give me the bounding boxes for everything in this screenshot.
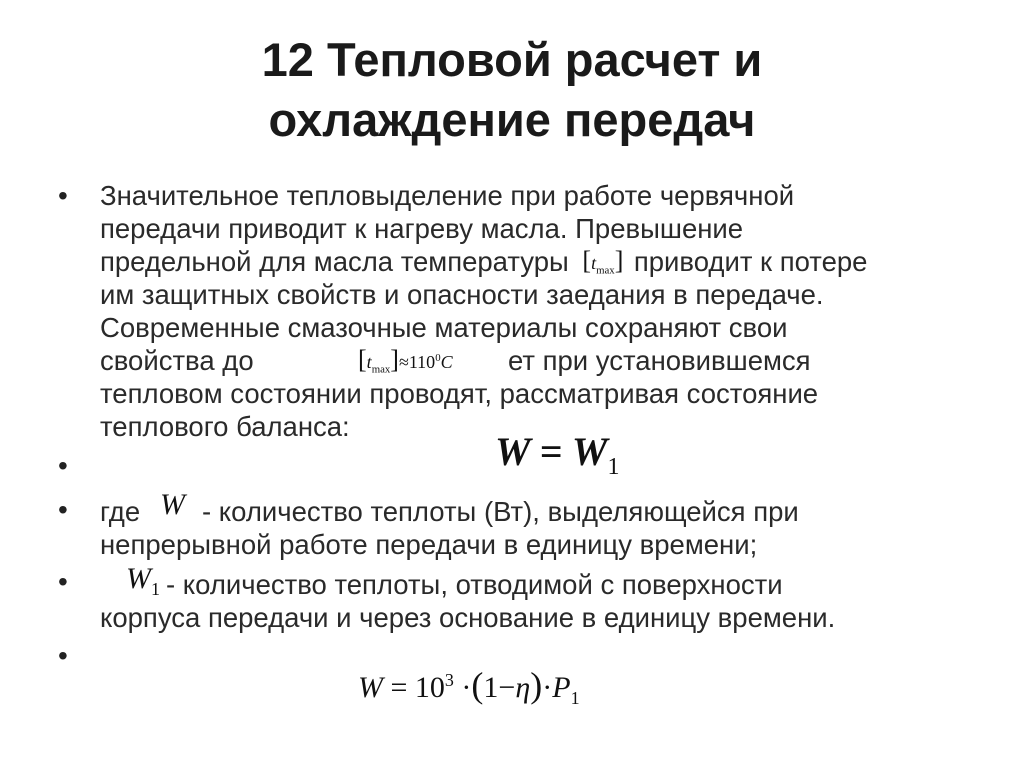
- bullet-2: •: [58, 450, 68, 481]
- para1-line6-text-a: свойства до: [100, 345, 254, 376]
- w1-symbol: $W_1$: [126, 562, 160, 599]
- heat-balance-equation: $W = W_1$: [495, 429, 620, 480]
- para1-line3-text-a: предельной для масла температуры: [100, 246, 569, 277]
- para1-line1: Значительное тепловыделение при работе червячной: [100, 180, 795, 211]
- para1-line3: [100, 246, 867, 278]
- para3-line2: непрерывной работе передачи в единицу времени;: [100, 529, 758, 560]
- para3-line1-text: - количество теплоты (Вт), выделяющейся при: [202, 496, 799, 527]
- bullet-4: •: [58, 566, 68, 597]
- para1-line6-text-b: ет при установившемся: [508, 345, 811, 376]
- para4-line1-text: - количество теплоты, отводимой с поверхности: [166, 569, 783, 600]
- para3-line1-prefix: где: [100, 496, 141, 527]
- bullet-1: •: [58, 180, 68, 211]
- para1-line5: Современные смазочные материалы сохраняют свои: [100, 312, 788, 343]
- w-symbol: W: [160, 488, 185, 521]
- title-line-2: охлаждение передач: [268, 93, 756, 146]
- heat-output-equation: $W = 10^3 \cdot(1-\eta)\cdot P_1$: [358, 665, 580, 708]
- slide-title: [0, 30, 1024, 150]
- para1-line2: передачи приводит к нагреву масла. Превышение: [100, 213, 744, 244]
- bullet-5: •: [58, 640, 68, 671]
- para1-line6: [100, 345, 254, 377]
- tmax-bracket-formula: $[t_{max}]$: [582, 246, 624, 277]
- para1-line3-text-b: приводит к потере: [633, 246, 868, 277]
- para4-line2: корпуса передачи и через основание в единицу времени.: [100, 602, 836, 633]
- para1-line7: тепловом состоянии проводят, рассматривая состояние: [100, 378, 819, 409]
- para1-line8: теплового баланса:: [100, 411, 350, 442]
- title-line-1: 12 Тепловой расчет и: [261, 33, 763, 86]
- tmax-approx-formula: $[t_{max}]\approx 110^0C$: [358, 345, 453, 376]
- para1-line4: им защитных свойств и опасности заедания в передаче.: [100, 279, 824, 310]
- bullet-3: •: [58, 494, 68, 525]
